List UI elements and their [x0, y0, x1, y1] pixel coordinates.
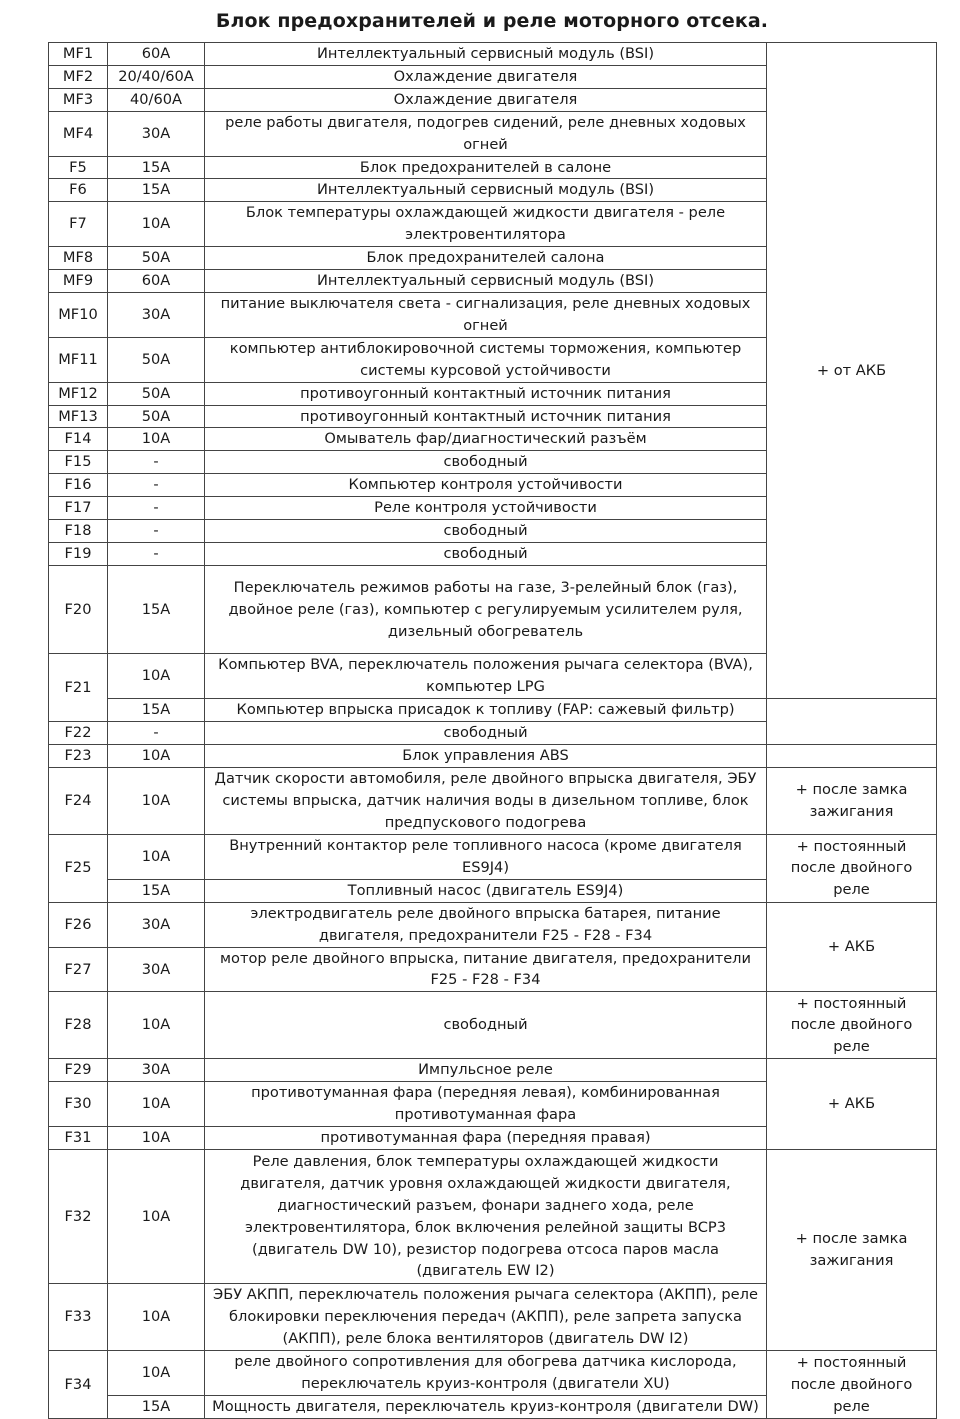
table-row [49, 1059, 937, 1082]
amperage-cell: 50A [108, 247, 205, 270]
amperage-cell: 50A [108, 337, 205, 382]
description-cell: электродвигатель реле двойного впрыска батарея, питание двигателя, предохранители F25 - F28 - F34 [205, 902, 767, 947]
table-row [49, 1351, 937, 1396]
description-cell: противоугонный контактный источник питания [205, 382, 767, 405]
amperage-cell: 10A [108, 835, 205, 880]
description-cell: Реле контроля устойчивости [205, 497, 767, 520]
amperage-cell: - [108, 474, 205, 497]
power-source-cell: + АКБ [767, 902, 937, 992]
fuse-id-cell: MF4 [49, 111, 108, 156]
fuse-id-cell: F32 [49, 1150, 108, 1284]
table-row [49, 835, 937, 880]
amperage-cell: 10A [108, 1082, 205, 1127]
description-cell: Охлаждение двигателя [205, 88, 767, 111]
amperage-cell: - [108, 722, 205, 745]
fuse-id-cell: MF1 [49, 43, 108, 66]
description-cell: Блок управления ABS [205, 745, 767, 768]
amperage-cell: 60A [108, 270, 205, 293]
fuse-id-cell: F14 [49, 428, 108, 451]
amperage-cell: - [108, 520, 205, 543]
amperage-cell: 10A [108, 654, 205, 699]
description-cell: Топливный насос (двигатель ES9J4) [205, 879, 767, 902]
description-cell: Компьютер впрыска присадок к топливу (FAP: сажевый фильтр) [205, 699, 767, 722]
fuse-id-cell: MF3 [49, 88, 108, 111]
amperage-cell: 10A [108, 428, 205, 451]
description-cell: Внутренний контактор реле топливного насоса (кроме двигателя ES9J4) [205, 835, 767, 880]
description-cell: противотуманная фара (передняя правая) [205, 1127, 767, 1150]
description-cell: питание выключателя света - сигнализация, реле дневных ходовых огней [205, 292, 767, 337]
description-cell: противотуманная фара (передняя левая), комбинированная противотуманная фара [205, 1082, 767, 1127]
fuse-id-cell: MF10 [49, 292, 108, 337]
description-cell: противоугонный контактный источник питания [205, 405, 767, 428]
description-cell: Датчик скорости автомобиля, реле двойного впрыска двигателя, ЭБУ системы впрыска, датчик наличия воды в дизельном топливе, блок предпускового подогрева [205, 768, 767, 835]
fuse-id-cell: MF9 [49, 270, 108, 293]
amperage-cell: 10A [108, 745, 205, 768]
description-cell: Охлаждение двигателя [205, 65, 767, 88]
power-source-cell: + постоянный после двойного реле [767, 835, 937, 903]
description-cell: Импульсное реле [205, 1059, 767, 1082]
description-cell: Блок предохранителей в салоне [205, 156, 767, 179]
fuse-id-cell: MF2 [49, 65, 108, 88]
amperage-cell: 15A [108, 156, 205, 179]
amperage-cell: 30A [108, 947, 205, 992]
description-cell: ЭБУ АКПП, переключатель положения рычага селектора (АКПП), реле блокировки переключения передач (АКПП), реле запрета запуска (АКПП), реле блока вентиляторов (двигатель DW I2) [205, 1284, 767, 1351]
description-cell: Переключатель режимов работы на газе, 3-релейный блок (газ), двойное реле (газ), компьютер с регулируемым усилителем руля, дизельный обогреватель [205, 565, 767, 654]
amperage-cell: 15A [108, 879, 205, 902]
description-cell: Компьютер BVA, переключатель положения рычага селектора (BVA), компьютер LPG [205, 654, 767, 699]
amperage-cell: 10A [108, 202, 205, 247]
amperage-cell: 10A [108, 1284, 205, 1351]
amperage-cell: - [108, 497, 205, 520]
description-cell: свободный [205, 520, 767, 543]
fuse-relay-table [48, 42, 937, 1419]
amperage-cell: 10A [108, 768, 205, 835]
amperage-cell: 60A [108, 43, 205, 66]
amperage-cell: 15A [108, 565, 205, 654]
table-row [49, 992, 937, 1059]
description-cell: Реле давления, блок температуры охлаждающей жидкости двигателя, датчик уровня охлаждающей жидкости двигателя, диагностический разъем, фонари заднего хода, реле электровентилятора, блок включения релейной защиты BCP3 (двигатель DW 10), резистор подогрева отсоса паров масла (двигатель EW I2) [205, 1150, 767, 1284]
fuse-id-cell: F6 [49, 179, 108, 202]
power-source-cell: + АКБ [767, 1059, 937, 1150]
amperage-cell: 30A [108, 111, 205, 156]
table-row [49, 902, 937, 947]
fuse-id-cell: F16 [49, 474, 108, 497]
power-source-cell: + от АКБ [767, 43, 937, 699]
table-row [49, 699, 937, 722]
fuse-id-cell: F24 [49, 768, 108, 835]
amperage-cell: 50A [108, 382, 205, 405]
description-cell: мотор реле двойного впрыска, питание двигателя, предохранители F25 - F28 - F34 [205, 947, 767, 992]
table-body [49, 43, 937, 1419]
amperage-cell: 10A [108, 1351, 205, 1396]
amperage-cell: 15A [108, 1396, 205, 1419]
fuse-id-cell: F15 [49, 451, 108, 474]
fuse-id-cell: F28 [49, 992, 108, 1059]
fuse-id-cell: F30 [49, 1082, 108, 1127]
fuse-id-cell: MF8 [49, 247, 108, 270]
amperage-cell: 30A [108, 1059, 205, 1082]
fuse-id-cell: F34 [49, 1351, 108, 1419]
description-cell: Мощность двигателя, переключатель круиз-контроля (двигатели DW) [205, 1396, 767, 1419]
table-row [49, 43, 937, 66]
description-cell: компьютер антиблокировочной системы торможения, компьютер системы курсовой устойчивости [205, 337, 767, 382]
fuse-id-cell: MF11 [49, 337, 108, 382]
description-cell: Интеллектуальный сервисный модуль (BSI) [205, 270, 767, 293]
table-row [49, 768, 937, 835]
fuse-id-cell: F29 [49, 1059, 108, 1082]
power-source-cell: + после замка зажигания [767, 768, 937, 835]
power-source-cell: + постоянный после двойного реле [767, 992, 937, 1059]
description-cell: Блок температуры охлаждающей жидкости двигателя - реле электровентилятора [205, 202, 767, 247]
fuse-id-cell: MF13 [49, 405, 108, 428]
fuse-id-cell: MF12 [49, 382, 108, 405]
description-cell: Блок предохранителей салона [205, 247, 767, 270]
table-row [49, 1150, 937, 1284]
fuse-id-cell: F21 [49, 654, 108, 722]
description-cell: свободный [205, 992, 767, 1059]
description-cell: свободный [205, 722, 767, 745]
amperage-cell: 10A [108, 1127, 205, 1150]
description-cell: Омыватель фар/диагностический разъём [205, 428, 767, 451]
amperage-cell: 15A [108, 179, 205, 202]
power-source-cell [767, 745, 937, 768]
table-row [49, 722, 937, 745]
amperage-cell: 30A [108, 292, 205, 337]
fuse-id-cell: F18 [49, 520, 108, 543]
fuse-id-cell: F25 [49, 835, 108, 903]
amperage-cell: 30A [108, 902, 205, 947]
power-source-cell: + после замка зажигания [767, 1150, 937, 1351]
fuse-id-cell: F33 [49, 1284, 108, 1351]
amperage-cell: 10A [108, 992, 205, 1059]
description-cell: реле двойного сопротивления для обогрева датчика кислорода, переключатель круиз-контроля (двигатели XU) [205, 1351, 767, 1396]
description-cell: свободный [205, 542, 767, 565]
amperage-cell: 15A [108, 699, 205, 722]
fuse-id-cell: F17 [49, 497, 108, 520]
page-title: Блок предохранителей и реле моторного отсека. [215, 10, 769, 32]
amperage-cell: 50A [108, 405, 205, 428]
fuse-id-cell: F19 [49, 542, 108, 565]
description-cell: Интеллектуальный сервисный модуль (BSI) [205, 179, 767, 202]
amperage-cell: - [108, 451, 205, 474]
description-cell: Компьютер контроля устойчивости [205, 474, 767, 497]
amperage-cell: - [108, 542, 205, 565]
fuse-id-cell: F27 [49, 947, 108, 992]
table-row [49, 745, 937, 768]
description-cell: Интеллектуальный сервисный модуль (BSI) [205, 43, 767, 66]
fuse-id-cell: F20 [49, 565, 108, 654]
amperage-cell: 40/60A [108, 88, 205, 111]
fuse-id-cell: F5 [49, 156, 108, 179]
fuse-id-cell: F31 [49, 1127, 108, 1150]
fuse-id-cell: F26 [49, 902, 108, 947]
fuse-id-cell: F23 [49, 745, 108, 768]
amperage-cell: 10A [108, 1150, 205, 1284]
fuse-id-cell: F7 [49, 202, 108, 247]
fuse-id-cell: F22 [49, 722, 108, 745]
amperage-cell: 20/40/60A [108, 65, 205, 88]
power-source-cell: + постоянный после двойного реле [767, 1351, 937, 1419]
description-cell: свободный [205, 451, 767, 474]
description-cell: реле работы двигателя, подогрев сидений, реле дневных ходовых огней [205, 111, 767, 156]
